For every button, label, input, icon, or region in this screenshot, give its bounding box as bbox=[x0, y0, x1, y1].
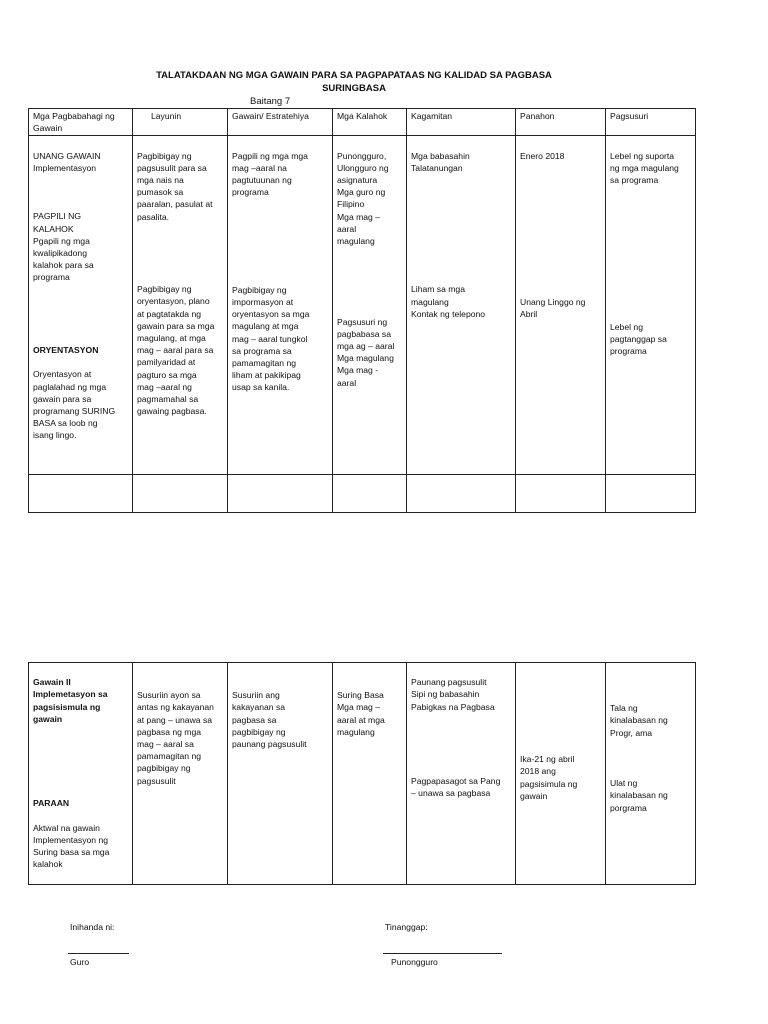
strategy-text: Pagbibigay ng impormasyon at oryentasyon sa mga magulang at mga mag – aaral tungkol sa programa sa pamamagitan ng liham at pakikipag usap sa kanila. bbox=[232, 284, 310, 393]
strategy-text: Pagpili ng mga mga mag –aaral na pagtutuunan ng programa bbox=[232, 150, 308, 198]
received-by-label: Tinanggap: bbox=[385, 922, 428, 932]
prepared-by-label: Inihanda ni: bbox=[70, 922, 115, 932]
activity-step: Oryentasyon at paglalahad ng mga gawain para sa programang SURING BASA sa loob ng isang lingo. bbox=[33, 369, 116, 441]
objective-text: Pagbibigay ng oryentasyon, plano at pagtatakda ng gawain para sa mga magulang, at mga mag – aaral para sa pamilyaridad at pagturo sa mga mag –aaral ng pagmamahal sa gawaing pagbasa. bbox=[137, 284, 215, 417]
objective-text: Pagbibigay ng pagsusulit para sa mga nais na pumasok sa paaralan, pasulat at pasalita. bbox=[137, 150, 213, 222]
schedule-table-1 bbox=[28, 108, 696, 513]
participants-text: Pagsusuri ng pagbabasa sa mga ag – aaral Mga magulang Mga mag - aaral bbox=[337, 316, 395, 388]
table-cell bbox=[516, 475, 606, 513]
materials-text: Pagpapasagot sa Pang – unawa sa pagbasa bbox=[411, 776, 501, 799]
header-cell: Mga Kalahok bbox=[333, 109, 407, 136]
table-cell bbox=[29, 136, 133, 475]
received-by-role: Punongguro bbox=[391, 957, 438, 967]
materials-text: Liham sa mga magulang Kontak ng telepono bbox=[411, 284, 486, 319]
table-cell bbox=[228, 136, 333, 475]
table-cell bbox=[333, 475, 407, 513]
strategy-text: Susuriin ang kakayanan sa pagbasa sa pagbibigay ng paunang pagsusulit bbox=[232, 690, 307, 750]
table-cell bbox=[333, 663, 407, 885]
header-cell: Gawain/ Estratehiya bbox=[228, 109, 333, 136]
prepared-signature-line bbox=[68, 953, 129, 954]
table-row bbox=[29, 136, 696, 475]
table-cell bbox=[407, 663, 516, 885]
header-cell: Pagsusuri bbox=[606, 109, 696, 136]
schedule-text: Enero 2018 bbox=[520, 150, 565, 161]
table-cell bbox=[516, 136, 606, 475]
table-row bbox=[29, 663, 696, 885]
table-cell bbox=[516, 663, 606, 885]
materials-text: Mga babasahin Talatanungan bbox=[411, 150, 470, 173]
activity-step-heading: PARAAN bbox=[33, 798, 70, 809]
header-cell: Kagamitan bbox=[407, 109, 516, 136]
participants-text: Suring Basa Mga mag – aaral at mga magulang bbox=[337, 690, 385, 737]
table-cell bbox=[133, 136, 228, 475]
table-cell bbox=[29, 663, 133, 885]
table-cell bbox=[606, 136, 696, 475]
table-cell bbox=[29, 475, 133, 513]
document-subtitle: SURINGBASA bbox=[322, 83, 386, 94]
table-row-empty bbox=[29, 475, 696, 513]
table-cell bbox=[407, 475, 516, 513]
header-cell: Panahon bbox=[516, 109, 606, 136]
materials-text: Paunang pagsusulit Sipi ng babasahin Pabigkas na Pagbasa bbox=[411, 677, 495, 712]
activity-title: UNANG GAWAIN Implementasyon bbox=[33, 150, 101, 173]
table-cell bbox=[228, 663, 333, 885]
table-cell bbox=[133, 475, 228, 513]
received-signature-line bbox=[383, 953, 502, 954]
document-title: TALATAKDAAN NG MGA GAWAIN PARA SA PAGPAPATAAS NG KALIDAD SA PAGBASA bbox=[156, 70, 552, 81]
activity-title: Gawain II Implemetasyon sa pagsisismula ng gawain bbox=[33, 677, 108, 724]
activity-step: Aktwal na gawain Implementasyon ng Suring basa sa mga kalahok bbox=[33, 822, 110, 870]
evaluation-text: Tala ng kinalabasan ng Progr, ama bbox=[610, 703, 668, 738]
table-cell bbox=[133, 663, 228, 885]
schedule-text: Ika-21 ng abril 2018 ang pagsisimula ng gawain bbox=[520, 754, 578, 801]
prepared-by-role: Guro bbox=[70, 957, 90, 967]
table-cell bbox=[407, 136, 516, 475]
evaluation-text: Lebel ng suporta ng mga magulang sa programa bbox=[610, 150, 679, 186]
table-cell bbox=[606, 663, 696, 885]
objective-text: Susuriin ayon sa antas ng kakayanan at pang – unawa sa pagbasa ng mga mag – aaral sa pamamagitan ng pagbibigay ng pagsusulit bbox=[137, 690, 214, 786]
table-cell bbox=[333, 136, 407, 475]
table-header-row bbox=[29, 109, 696, 136]
schedule-text: Unang Linggo ng Abril bbox=[520, 297, 586, 320]
activity-step: PAGPILI NG KALAHOK Pgapili ng mga kwalipikadong kalahok para sa programa bbox=[33, 211, 94, 283]
schedule-table-2 bbox=[28, 662, 696, 885]
header-cell: Layunin bbox=[133, 109, 228, 136]
table-cell bbox=[606, 475, 696, 513]
table-cell bbox=[228, 475, 333, 513]
evaluation-text: Lebel ng pagtanggap sa programa bbox=[610, 321, 667, 357]
header-cell: Mga Pagbabahagi ng Gawain bbox=[29, 109, 133, 136]
grade-label: Baitang 7 bbox=[250, 96, 291, 107]
participants-text: Punongguro, Ulongguro ng asignatura Mga guro ng Filipino Mga mag – aaral magulang bbox=[337, 150, 389, 247]
activity-step-heading: ORYENTASYON bbox=[33, 345, 99, 356]
evaluation-text: Ulat ng kinalabasan ng porgrama bbox=[610, 778, 668, 813]
